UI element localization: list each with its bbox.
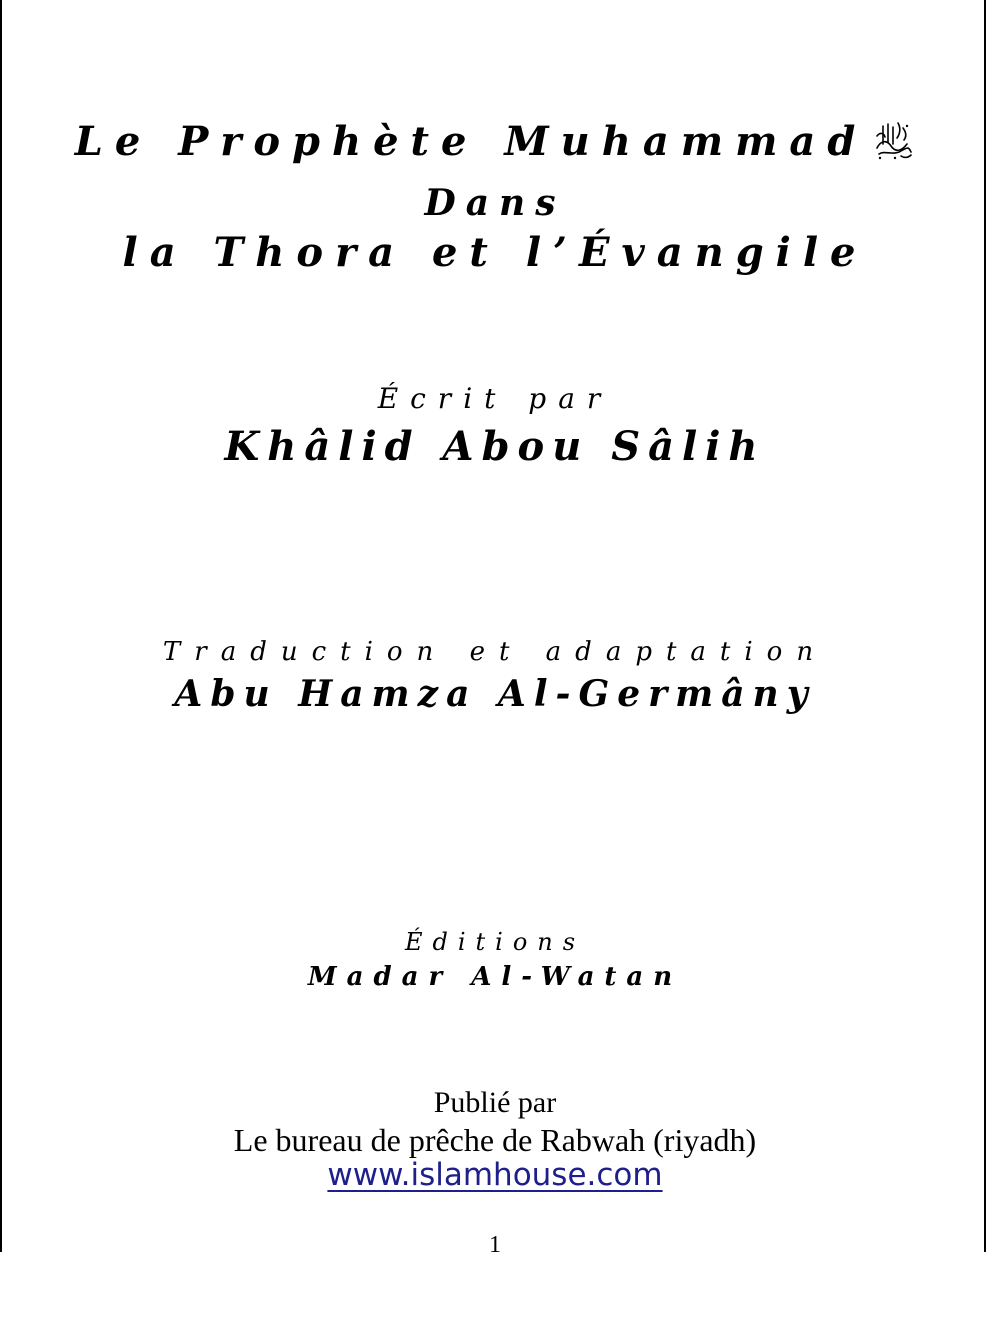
salawat-calligraphy-icon — [871, 118, 915, 172]
author-name: Khâlid Abou Sâlih — [224, 423, 766, 470]
title-line-3: la Thora et l’Évangile — [122, 229, 868, 276]
publishing-house: Madar Al-Watan — [307, 962, 683, 992]
publisher-office: Le bureau de prêche de Rabwah (riyadh) — [233, 1122, 757, 1158]
written-by-label: Écrit par — [377, 382, 613, 415]
page-number: 1 — [489, 1232, 501, 1258]
website-link-line — [0, 1157, 990, 1193]
title-line-1 — [0, 118, 990, 172]
website-link[interactable]: www.islamhouse.com — [327, 1157, 663, 1193]
translation-label: Traduction et adaptation — [162, 637, 828, 667]
title-line-2: Dans — [424, 182, 566, 224]
editions-label: Éditions — [404, 928, 586, 956]
title-text-1: Le Prophète Muhammad — [74, 118, 868, 165]
translator-name: Abu Hamza Al-Germâny — [174, 673, 816, 715]
published-by-label: Publié par — [433, 1086, 557, 1119]
